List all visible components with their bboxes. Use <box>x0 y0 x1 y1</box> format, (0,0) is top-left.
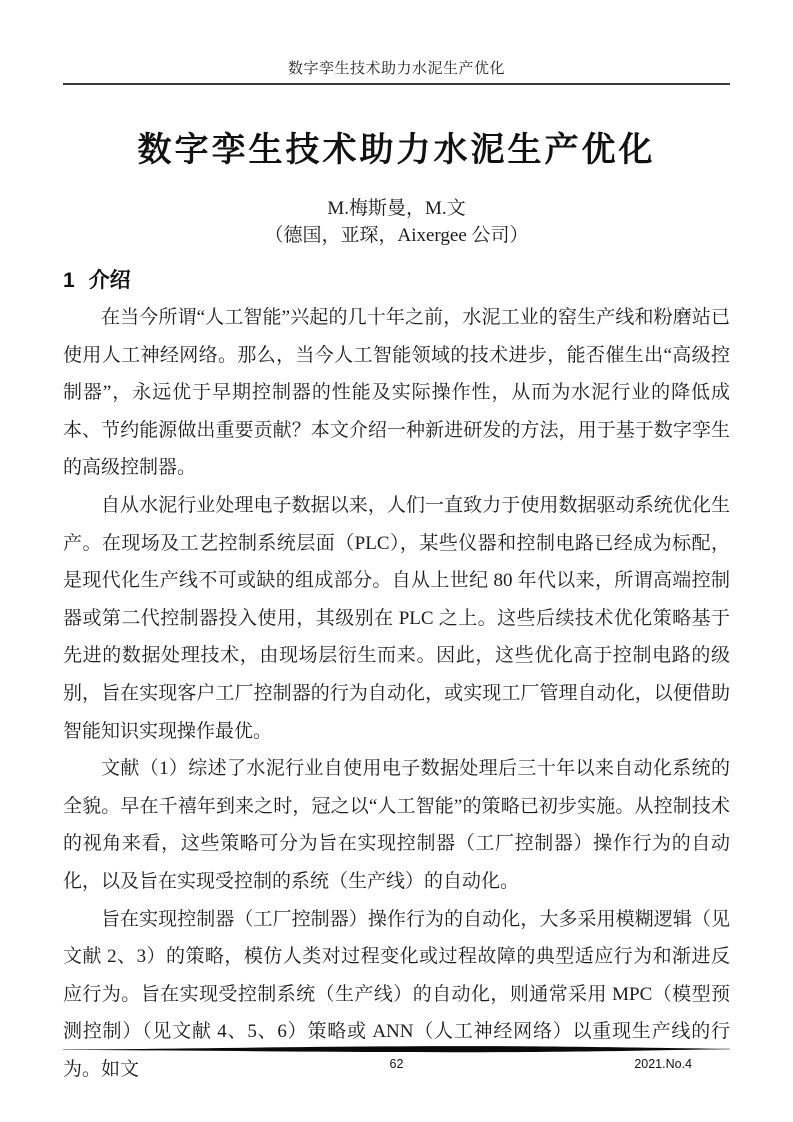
running-header-title: 数字孪生技术助力水泥生产优化 <box>287 61 505 77</box>
body-paragraph: 自从水泥行业处理电子数据以来，人们一直致力于使用数据驱动系统优化生产。在现场及工艺控制系统层面（PLC），某些仪器和控制电路已经成为标配，是现代化生产线不可或缺的组成部分。自从上世纪 80 年代以来，所谓高端控制器或第二代控制器投入使用，其级别在 PLC 之上。这些后续技术优化策略基于先进的数据处理技术，由现场层衍生而来。因此，这些优化高于控制电路的级别，旨在实现客户工厂控制器的行为自动化，或实现工厂管理自动化，以便借助智能知识实现操作最优。 <box>63 494 730 742</box>
author-line: M.梅斯曼，M.文 <box>327 198 466 219</box>
section-number: 1 <box>63 269 75 292</box>
body-paragraph: 在当今所谓“人工智能”兴起的几十年之前，水泥工业的窑生产线和粉磨站已使用人工神经网络。那么，当今人工智能领域的技术进步，能否催生出“高级控制器”，永远优于早期控制器的性能及实际操作性，从而为水泥行业的降低成本、节约能源做出重要贡献？本文介绍一种新进研发的方法，用于基于数字孪生的高级控制器。 <box>63 307 730 479</box>
body-paragraph: 文献（1）综述了水泥行业自使用电子数据处理后三十年以来自动化系统的全貌。早在千禧年到来之时，冠之以“人工智能”的策略已初步实施。从控制技术的视角来看，这些策略可分为旨在实现控制器（工厂控制器）操作行为的自动化，以及旨在实现受控制的系统（生产线）的自动化。 <box>63 758 730 892</box>
footer-decoration-bar <box>63 1044 730 1056</box>
issue-label: 2021.No.4 <box>634 1057 692 1071</box>
affiliation-line: （德国，亚琛，Aixergee 公司） <box>264 225 529 246</box>
page-footer <box>63 1044 730 1075</box>
body-paragraph: 旨在实现控制器（工厂控制器）操作行为的自动化，大多采用模糊逻辑（见文献 2、3）的策略，模仿人类对过程变化或过程故障的典型适应行为和渐进反应行为。旨在实现受控制系统（生产线）的自动化，则通常采用 MPC（模型预测控制）（见文献 4、5、6）策略或 ANN（人工神经网络）以重现生产线的行为。如文 <box>63 908 730 1080</box>
section-heading <box>63 266 730 296</box>
page-number: 62 <box>389 1057 404 1071</box>
article-title: 数字孪生技术助力水泥生产优化 <box>137 131 656 169</box>
article-body <box>63 299 730 1088</box>
header-rule <box>63 83 730 85</box>
section-title: 介绍 <box>88 269 131 292</box>
